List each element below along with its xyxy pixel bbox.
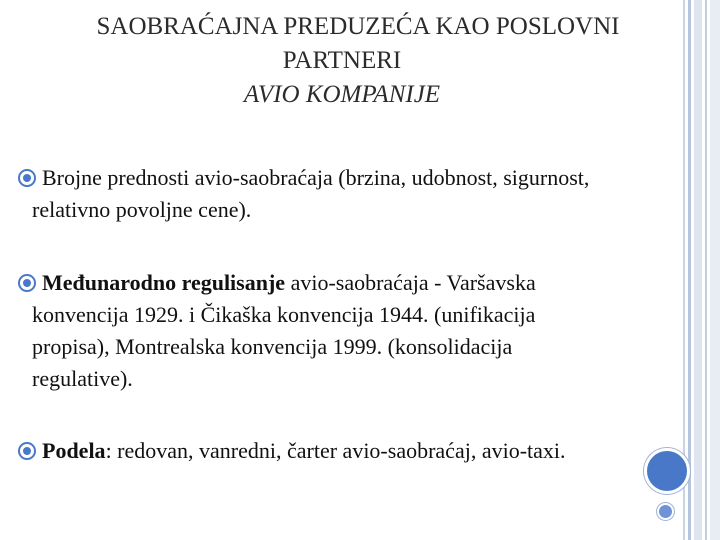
bullet-text-line: konvencija 1929. i Čikaška konvencija 1944. (unifikacija	[32, 302, 536, 327]
bullet-text: : redovan, vanredni, čarter avio-saobraćaj, avio-taxi.	[105, 438, 566, 463]
bullet-bold: Podela	[42, 438, 106, 463]
bullet-icon	[18, 169, 36, 187]
title-line-1: SAOBRAĆAJNA PREDUZEĆA KAO POSLOVNI	[96, 13, 620, 40]
decorative-circle-large	[644, 448, 690, 494]
bullet-item	[18, 267, 668, 395]
bullet-text-line: relativno povoljne cene).	[32, 197, 252, 222]
bullet-bold: Međunarodno regulisanje	[42, 270, 286, 295]
slide-title	[0, 10, 684, 112]
border-stripe	[688, 0, 691, 540]
bullet-text: avio-saobraćaja - Varšavska	[285, 270, 536, 295]
border-stripe	[705, 0, 707, 540]
decorative-circle-small	[657, 503, 674, 520]
border-stripe	[694, 0, 702, 540]
border-stripe	[710, 0, 720, 540]
bullet-text-line: regulative).	[32, 366, 133, 391]
bullet-icon	[18, 442, 36, 460]
title-line-2: PARTNERI	[282, 47, 402, 74]
bullet-text: Brojne prednosti avio-saobraćaja (brzina, udobnost, sigurnost,	[42, 165, 590, 190]
subtitle: AVIO KOMPANIJE	[243, 81, 441, 108]
bullet-item	[18, 162, 668, 226]
bullet-item	[18, 435, 668, 467]
bullet-text-line: propisa), Montrealska konvencija 1999. (konsolidacija	[32, 334, 513, 359]
bullet-icon	[18, 274, 36, 292]
